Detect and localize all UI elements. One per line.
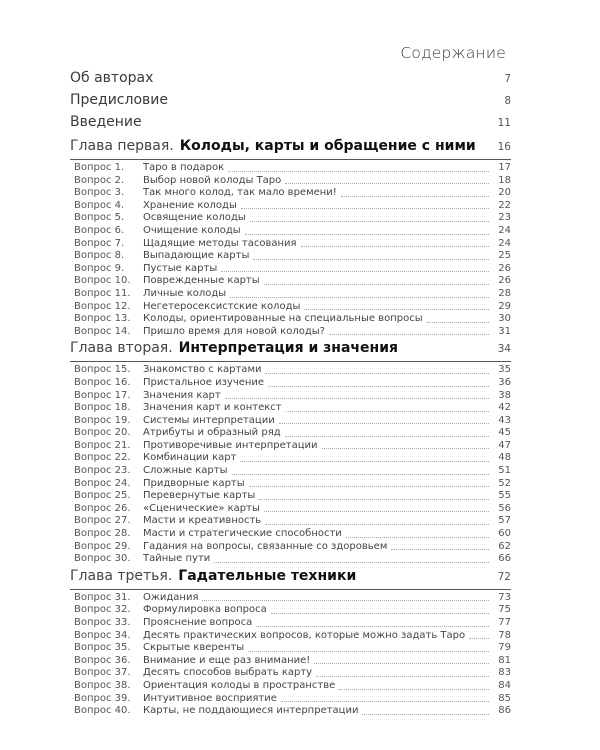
question-row: [70, 402, 511, 415]
question-title: Хранение колоды: [143, 199, 237, 211]
question-title: Негетеросексистские колоды: [143, 300, 301, 312]
dot-leader: [249, 485, 489, 487]
dot-leader: [264, 510, 489, 512]
question-number: Вопрос 17.: [74, 389, 131, 401]
question-number: Вопрос 8.: [74, 250, 125, 262]
question-row: [70, 705, 511, 718]
dot-leader: [285, 435, 489, 437]
question-number: Вопрос 3.: [74, 187, 125, 199]
question-title: Масти и стратегические способности: [143, 528, 342, 540]
question-title: Интуитивное восприятие: [143, 692, 277, 704]
question-number: Вопрос 24.: [74, 477, 131, 489]
question-title: Значения карт: [143, 389, 221, 401]
question-title: Ориентация колоды в пространстве: [143, 679, 336, 691]
question-page: 22: [498, 199, 511, 211]
dot-leader: [228, 170, 489, 172]
question-title: Формулировка вопроса: [143, 604, 267, 616]
question-title: Карты, не поддающиеся интерпретации: [143, 705, 359, 717]
dot-leader: [202, 599, 489, 601]
dot-leader: [469, 637, 489, 639]
toc-entry-page: 7: [504, 73, 511, 85]
toc-entry-page: 11: [497, 117, 511, 129]
dot-leader: [314, 662, 489, 664]
question-number: Вопрос 26.: [74, 502, 131, 514]
question-page: 17: [498, 162, 511, 173]
question-page: 78: [498, 629, 511, 641]
question-title: Ожидания: [143, 591, 199, 603]
dot-leader: [265, 372, 489, 374]
dot-leader: [329, 333, 489, 335]
question-title: Выпадающие карты: [143, 250, 250, 262]
chapter-prefix: Глава вторая.: [70, 340, 173, 357]
chapter-page: 16: [497, 141, 511, 153]
question-page: 30: [498, 313, 511, 325]
question-page: 55: [498, 490, 511, 502]
dot-leader: [268, 385, 489, 387]
question-page: 29: [498, 300, 511, 312]
chapter-prefix: Глава первая.: [70, 138, 174, 154]
question-number: Вопрос 25.: [74, 490, 131, 502]
question-page: 84: [498, 679, 511, 691]
dot-leader: [304, 308, 489, 310]
question-row: [70, 364, 511, 377]
question-number: Вопрос 10.: [74, 275, 131, 287]
question-page: 24: [498, 237, 511, 249]
table-of-contents: [70, 70, 511, 718]
chapter-title: Интерпретация и значения: [178, 340, 398, 357]
question-number: Вопрос 1.: [74, 162, 125, 173]
question-title: Масти и креативность: [143, 515, 262, 527]
question-row: [70, 693, 511, 706]
dot-leader: [259, 498, 489, 500]
question-number: Вопрос 22.: [74, 452, 131, 464]
question-row: [70, 415, 511, 428]
question-number: Вопрос 19.: [74, 414, 131, 426]
question-title: Щадящие методы тасования: [143, 237, 297, 249]
question-number: Вопрос 29.: [74, 540, 131, 552]
question-number: Вопрос 27.: [74, 515, 131, 527]
dot-leader: [221, 270, 489, 272]
chapter-heading: [70, 340, 511, 362]
question-title: Знакомство с картами: [143, 364, 262, 376]
question-row: [70, 553, 511, 566]
question-row: [70, 655, 511, 668]
question-row: [70, 288, 511, 301]
question-page: 86: [498, 705, 511, 717]
question-title: Выбор новой колоды Таро: [143, 174, 282, 186]
dot-leader: [232, 473, 489, 475]
question-number: Вопрос 7.: [74, 237, 125, 249]
question-number: Вопрос 16.: [74, 376, 131, 388]
question-number: Вопрос 21.: [74, 439, 131, 451]
question-row: [70, 238, 511, 251]
question-number: Вопрос 13.: [74, 313, 131, 325]
question-row: [70, 528, 511, 541]
question-page: 26: [498, 262, 511, 274]
question-page: 45: [498, 427, 511, 439]
dot-leader: [245, 233, 489, 235]
dot-leader: [241, 207, 489, 209]
question-title: Освящение колоды: [143, 212, 246, 224]
question-page: 18: [498, 174, 511, 186]
question-number: Вопрос 6.: [74, 224, 125, 236]
question-title: Придворные карты: [143, 477, 245, 489]
question-title: Колоды, ориентированные на специальные вопросы: [143, 313, 423, 325]
question-number: Вопрос 35.: [74, 642, 131, 654]
question-title: Противоречивые интерпретации: [143, 439, 318, 451]
toc-entry-title: Предисловие: [70, 92, 168, 108]
question-page: 38: [498, 389, 511, 401]
question-row: [70, 225, 511, 238]
question-number: Вопрос 33.: [74, 617, 131, 628]
dot-leader: [250, 220, 489, 222]
question-title: Комбинации карт: [143, 452, 237, 464]
question-page: 25: [498, 250, 511, 262]
question-row: [70, 162, 511, 175]
question-title: Атрибуты и образный ряд: [143, 427, 281, 439]
dot-leader: [346, 536, 489, 538]
question-page: 56: [498, 502, 511, 514]
question-page: 48: [498, 452, 511, 464]
question-title: Перевернутые карты: [143, 490, 256, 502]
question-number: Вопрос 4.: [74, 199, 125, 211]
chapter-page: 72: [497, 570, 511, 583]
chapter: [70, 138, 511, 338]
question-row: [70, 250, 511, 263]
dot-leader: [322, 447, 489, 449]
question-number: Вопрос 20.: [74, 427, 131, 439]
chapter-title: Колоды, карты и обращение с ними: [179, 138, 476, 154]
dot-leader: [253, 258, 489, 260]
question-row: [70, 667, 511, 680]
question-number: Вопрос 9.: [74, 262, 125, 274]
question-page: 60: [498, 528, 511, 540]
question-row: [70, 630, 511, 643]
question-page: 83: [498, 667, 511, 679]
chapter-title: Гадательные техники: [178, 567, 357, 584]
question-row: [70, 541, 511, 554]
question-number: Вопрос 38.: [74, 679, 131, 691]
question-page: 23: [498, 212, 511, 224]
question-number: Вопрос 34.: [74, 629, 131, 641]
question-page: 51: [498, 465, 511, 477]
question-number: Вопрос 2.: [74, 174, 125, 186]
question-row: [70, 187, 511, 200]
question-title: «Сценические» карты: [143, 502, 260, 514]
question-page: 28: [498, 287, 511, 299]
question-number: Вопрос 14.: [74, 325, 131, 337]
question-page: 42: [498, 402, 511, 414]
question-page: 77: [498, 617, 511, 628]
chapter-heading: [70, 568, 511, 590]
question-row: [70, 604, 511, 617]
question-title: Прояснение вопроса: [143, 617, 253, 628]
question-title: Сложные карты: [143, 465, 228, 477]
question-title: Личные колоды: [143, 287, 227, 299]
question-row: [70, 377, 511, 390]
question-page: 20: [498, 187, 511, 199]
question-title: Десять способов выбрать карту: [143, 667, 313, 679]
chapter: [70, 568, 511, 718]
toc-entry-page: 8: [504, 95, 511, 107]
question-row: [70, 200, 511, 213]
question-title: Десять практических вопросов, которые можно задать Таро: [143, 629, 466, 641]
question-row: [70, 452, 511, 465]
dot-leader: [301, 245, 489, 247]
question-number: Вопрос 40.: [74, 705, 131, 717]
dot-leader: [286, 410, 489, 412]
toc-entry: [70, 114, 511, 136]
chapter-heading: [70, 138, 511, 160]
question-row: [70, 313, 511, 326]
dot-leader: [285, 182, 489, 184]
question-row: [70, 275, 511, 288]
question-row: [70, 642, 511, 655]
dot-leader: [281, 700, 489, 702]
question-title: Пустые карты: [143, 262, 218, 274]
question-title: Тайные пути: [143, 553, 211, 565]
question-page: 43: [498, 414, 511, 426]
question-row: [70, 465, 511, 478]
chapter-page: 34: [497, 343, 511, 356]
question-page: 81: [498, 654, 511, 666]
question-page: 62: [498, 540, 511, 552]
dot-leader: [225, 397, 489, 399]
question-page: 66: [498, 553, 511, 565]
question-page: 26: [498, 275, 511, 287]
chapter-prefix: Глава третья.: [70, 567, 173, 584]
question-page: 24: [498, 224, 511, 236]
question-number: Вопрос 31.: [74, 591, 131, 603]
question-row: [70, 490, 511, 503]
dot-leader: [341, 195, 489, 197]
dot-leader: [339, 688, 489, 690]
question-number: Вопрос 15.: [74, 364, 131, 376]
question-row: [70, 301, 511, 314]
dot-leader: [264, 283, 489, 285]
question-page: 57: [498, 515, 511, 527]
toc-entry: [70, 70, 511, 92]
dot-leader: [279, 422, 489, 424]
dot-leader: [427, 321, 489, 323]
question-title: Скрытые кверенты: [143, 642, 245, 654]
question-number: Вопрос 36.: [74, 654, 131, 666]
dot-leader: [240, 460, 489, 462]
dot-leader: [230, 296, 489, 298]
question-number: Вопрос 28.: [74, 528, 131, 540]
question-row: [70, 326, 511, 339]
question-title: Поврежденные карты: [143, 275, 260, 287]
dot-leader: [256, 625, 489, 627]
question-row: [70, 427, 511, 440]
question-row: [70, 680, 511, 693]
question-number: Вопрос 18.: [74, 402, 131, 414]
question-page: 36: [498, 376, 511, 388]
question-number: Вопрос 39.: [74, 692, 131, 704]
question-number: Вопрос 12.: [74, 300, 131, 312]
question-title: Так много колод, так мало времени!: [143, 187, 337, 199]
question-title: Пришло время для новой колоды?: [143, 325, 325, 337]
dot-leader: [214, 561, 489, 563]
toc-entry: [70, 92, 511, 114]
question-number: Вопрос 5.: [74, 212, 125, 224]
question-row: [70, 503, 511, 516]
question-title: Системы интерпретации: [143, 414, 275, 426]
page-title: Содержание: [400, 44, 506, 62]
question-title: Очищение колоды: [143, 224, 241, 236]
question-title: Таро в подарок: [143, 162, 225, 173]
question-page: 75: [498, 604, 511, 616]
question-page: 52: [498, 477, 511, 489]
question-row: [70, 440, 511, 453]
question-title: Внимание и еще раз внимание!: [143, 654, 311, 666]
dot-leader: [362, 713, 489, 715]
question-number: Вопрос 32.: [74, 604, 131, 616]
question-page: 85: [498, 692, 511, 704]
dot-leader: [265, 523, 489, 525]
question-page: 35: [498, 364, 511, 376]
question-row: [70, 515, 511, 528]
question-number: Вопрос 23.: [74, 465, 131, 477]
toc-entry-title: Об авторах: [70, 70, 154, 86]
question-title: Пристальное изучение: [143, 376, 265, 388]
question-row: [70, 592, 511, 605]
question-number: Вопрос 11.: [74, 287, 131, 299]
chapter: [70, 340, 511, 566]
question-page: 73: [498, 591, 511, 603]
question-row: [70, 390, 511, 403]
question-page: 47: [498, 439, 511, 451]
question-row: [70, 175, 511, 188]
dot-leader: [271, 612, 489, 614]
question-row: [70, 478, 511, 491]
dot-leader: [316, 675, 489, 677]
question-page: 79: [498, 642, 511, 654]
question-title: Значения карт и контекст: [143, 402, 282, 414]
question-number: Вопрос 37.: [74, 667, 131, 679]
question-row: [70, 263, 511, 276]
question-row: [70, 212, 511, 225]
dot-leader: [391, 548, 489, 550]
question-title: Гадания на вопросы, связанные со здоровьем: [143, 540, 388, 552]
toc-entry-title: Введение: [70, 114, 142, 130]
question-page: 31: [498, 325, 511, 337]
dot-leader: [248, 650, 489, 652]
question-row: [70, 617, 511, 630]
question-number: Вопрос 30.: [74, 553, 131, 565]
